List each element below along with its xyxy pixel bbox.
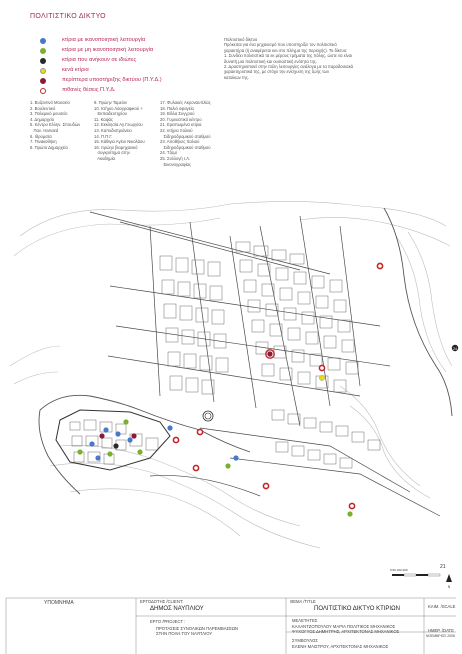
city-map bbox=[0, 196, 462, 594]
legend-item-satisfactory bbox=[40, 37, 220, 47]
building-list-col3 bbox=[160, 100, 226, 167]
theme-label: ΘΕΜΑ /TITLE bbox=[290, 599, 316, 604]
legend-item-possible-kiosks bbox=[40, 87, 220, 97]
building-list-col2 bbox=[94, 100, 162, 162]
list-item: 12. Εκκλησία Αγ.Γεωργίου bbox=[94, 122, 143, 128]
legend-label: κτίρια που ανήκουν σε ιδιώτες bbox=[62, 57, 137, 63]
notes-text bbox=[224, 37, 434, 80]
green-dot-icon bbox=[40, 48, 46, 54]
legend-label: πιθανές θέσεις Π.Υ.Δ. bbox=[62, 87, 116, 93]
notes-line: 1. Συνδέει πολιτιστικά τα εκ μέρους τμήματα της πόλης, ώστε να είναι bbox=[224, 53, 352, 59]
blue-dot-icon bbox=[40, 38, 46, 44]
legend-label: κενά κτίρια bbox=[62, 67, 89, 73]
list-item: 1. Βυζαντινό Μουσείο bbox=[30, 100, 70, 105]
project-line: ΠΡΟΤΑΣΕΙΣ ΣΥΝΟΛΙΚΩΝ ΠΑΡΕΜΒΑΣΕΩΝ bbox=[156, 626, 239, 631]
client-name: ΔΗΜΟΣ ΝΑΥΠΛΙΟΥ bbox=[150, 606, 204, 612]
building-markers bbox=[77, 263, 382, 516]
list-item: 5. Κέντρο Ελλην. Σπουδών bbox=[30, 122, 81, 128]
scale-bar-label: 0 50 100 200 bbox=[390, 568, 408, 572]
north-label: Ν bbox=[447, 585, 451, 589]
page-title: ΠΟΛΙΤΙΣΤΙΚΟ ΔΙΚΤΥΟ bbox=[30, 13, 106, 20]
theme-name: ΠΟΛΙΤΙΣΤΙΚΟ ΔΙΚΤΥΟ ΚΤΙΡΙΩΝ bbox=[314, 606, 400, 612]
yellow-dot-icon bbox=[40, 68, 46, 74]
list-item: 19. Βίλλα Συγγρού bbox=[160, 111, 195, 117]
list-item: 4. Δημαρχείο bbox=[30, 116, 55, 122]
list-item: Εκπαιδευτηρίου bbox=[94, 111, 127, 117]
list-item: 8. Πρώτο Δημαρχείο bbox=[30, 144, 68, 150]
project-line: ΣΤΗΝ ΠΟΛΗ ΤΟΥ ΝΑΥΠΛΙΟΥ bbox=[156, 631, 213, 636]
list-item: Παν. Harvard bbox=[30, 127, 59, 133]
legend-label: κτίρια με ικανοποιητική λειτουργία bbox=[62, 37, 146, 43]
advisor-label: ΣΥΜΒΟΥΛΟΣ bbox=[292, 638, 318, 643]
list-item: 20. Γυμναστικό κέντρο bbox=[160, 116, 202, 122]
list-item: 2. Βουλευτικό bbox=[30, 105, 56, 111]
client-label: ΕΡΓΟΔΟΤΗΣ /CLIENT: bbox=[140, 599, 184, 604]
list-item: 13. Καποδιστριάνειο bbox=[94, 127, 132, 133]
north-arrow-icon bbox=[446, 574, 452, 582]
list-item: 25. Συλλογή Ι.Λ. bbox=[160, 155, 191, 161]
list-item: 14. Π.Π.Γ. bbox=[94, 133, 113, 139]
designer-line: ΚΑΛΑΝΤΖΟΠΟΥΛΟΥ ΜΑΡΙΑ ΠΟΛΙΤΙΚΟΣ ΜΗΧΑΝΙΚΟΣ bbox=[292, 624, 396, 629]
contour-lines bbox=[10, 201, 452, 548]
list-item: Σιδηροδρομικού σταθμού bbox=[160, 144, 211, 150]
list-item: 22. κτήριο πολιού bbox=[160, 127, 193, 133]
notes-line: Πρόκειται για ένα μηχανισμό που υποστηρίζει τον πολιτιστικό bbox=[224, 42, 337, 48]
legend-item-empty bbox=[40, 67, 220, 77]
list-item: 6. Ιδρύματα bbox=[30, 133, 52, 139]
date-value: ΝΟΕΜΒΡΙΟΣ 2006 bbox=[426, 634, 455, 638]
notes-line: δυνατή μια πολιτιστική και ουσιαστική ενότητα της. bbox=[224, 58, 318, 64]
notes-line: Πολιτιστικό δίκτυο bbox=[224, 37, 258, 42]
date-label: ΗΜΕΡ. /DATE bbox=[428, 628, 454, 633]
list-item: 11. Καφάς bbox=[94, 116, 113, 122]
coastline bbox=[39, 208, 452, 494]
legend-item-private bbox=[40, 57, 220, 67]
fortress-walls bbox=[56, 410, 170, 470]
advisor-name: ΕΛΕΝΗ ΜΑΙΣΤΡΟΥ, ΑΡΧΙΤΕΚΤΟΝΑΣ ΜΗΧΑΝΙΚΟΣ bbox=[292, 644, 389, 649]
list-item: 3. Πολεμικό μουσείο bbox=[30, 111, 68, 117]
legend-item-unsatisfactory bbox=[40, 47, 220, 57]
scale-bar bbox=[392, 574, 440, 576]
black-dot-icon bbox=[40, 58, 46, 64]
list-item: 18. Παλιό σφαγείο bbox=[160, 105, 194, 111]
designers-label: ΜΕΛΕΤΗΤΕΣ bbox=[292, 618, 318, 623]
notes-line: 2. Δραστηριοποιεί στην πόλη λειτουργίες ανάλογα με τα παραδοσιακά bbox=[224, 64, 354, 70]
list-item: 15. Κάθιγια Αγίου Νικολάου bbox=[94, 139, 145, 145]
notes-line: χαρακτήρα (ή αναφέρεται και στο πλέγμα της περιοχής). Το δίκτυο: bbox=[224, 47, 348, 53]
legend-label: κτίρια με μη ικανοποιητική λειτουργία bbox=[62, 47, 154, 53]
legend-header: ΥΠΟΜΝΗΜΑ bbox=[44, 600, 74, 606]
list-item: Ακαδημία bbox=[94, 155, 115, 161]
maroon-dot-icon bbox=[40, 78, 46, 84]
legend-item-kiosks bbox=[40, 77, 220, 87]
badge-21-label: 21 bbox=[440, 564, 446, 570]
list-item: 21. Ερειπωμένα κτίρια bbox=[160, 122, 202, 128]
list-item: 17. Φυλακές Ακροναυπλίας bbox=[160, 100, 211, 105]
list-item: Εικονογραφίας bbox=[160, 161, 191, 167]
map-furniture bbox=[390, 345, 458, 589]
notes-line: χαρακτηριστικά της, με στόχο την ενίσχυση της ζωής των bbox=[224, 69, 330, 75]
designer-line: ΨΥΧΟΓΥΟΣ ΔΗΜΗΤΡΗΣ, ΑΡΧΙΤΕΚΤΟΝΑΣ ΜΗΧΑΝΙΚΟΣ bbox=[292, 629, 400, 634]
notes-line: κατοίκων της. bbox=[224, 74, 250, 80]
scale-field-label: ΚΛΙΜ. /SCALE bbox=[428, 604, 456, 609]
list-item: 7. Πινακοθήκη bbox=[30, 139, 57, 145]
list-item: 16. πρώην βιομηχανικό bbox=[94, 144, 138, 150]
list-item: Σιδηροδρομικού σταθμού bbox=[160, 133, 211, 139]
red-ring-icon bbox=[40, 88, 46, 94]
building-list-col1 bbox=[30, 100, 98, 150]
list-item: 9. Πρώην Ταμείον bbox=[94, 100, 127, 105]
legend-label: περίπτερα υποστήριξης δικτύου (Π.Υ.Δ.) bbox=[62, 77, 162, 83]
project-label: ΕΡΓΟ /PROJECT : bbox=[150, 619, 186, 624]
list-item: 10. Κτήριο Λαογραφικού + bbox=[94, 105, 143, 111]
list-item: 24. Τζαμί bbox=[160, 150, 177, 156]
list-item: συγκρότημα στην bbox=[94, 150, 130, 156]
list-item: 23. Αποθήκες παλιού bbox=[160, 139, 200, 145]
badge-24-label: 24 bbox=[453, 347, 457, 351]
